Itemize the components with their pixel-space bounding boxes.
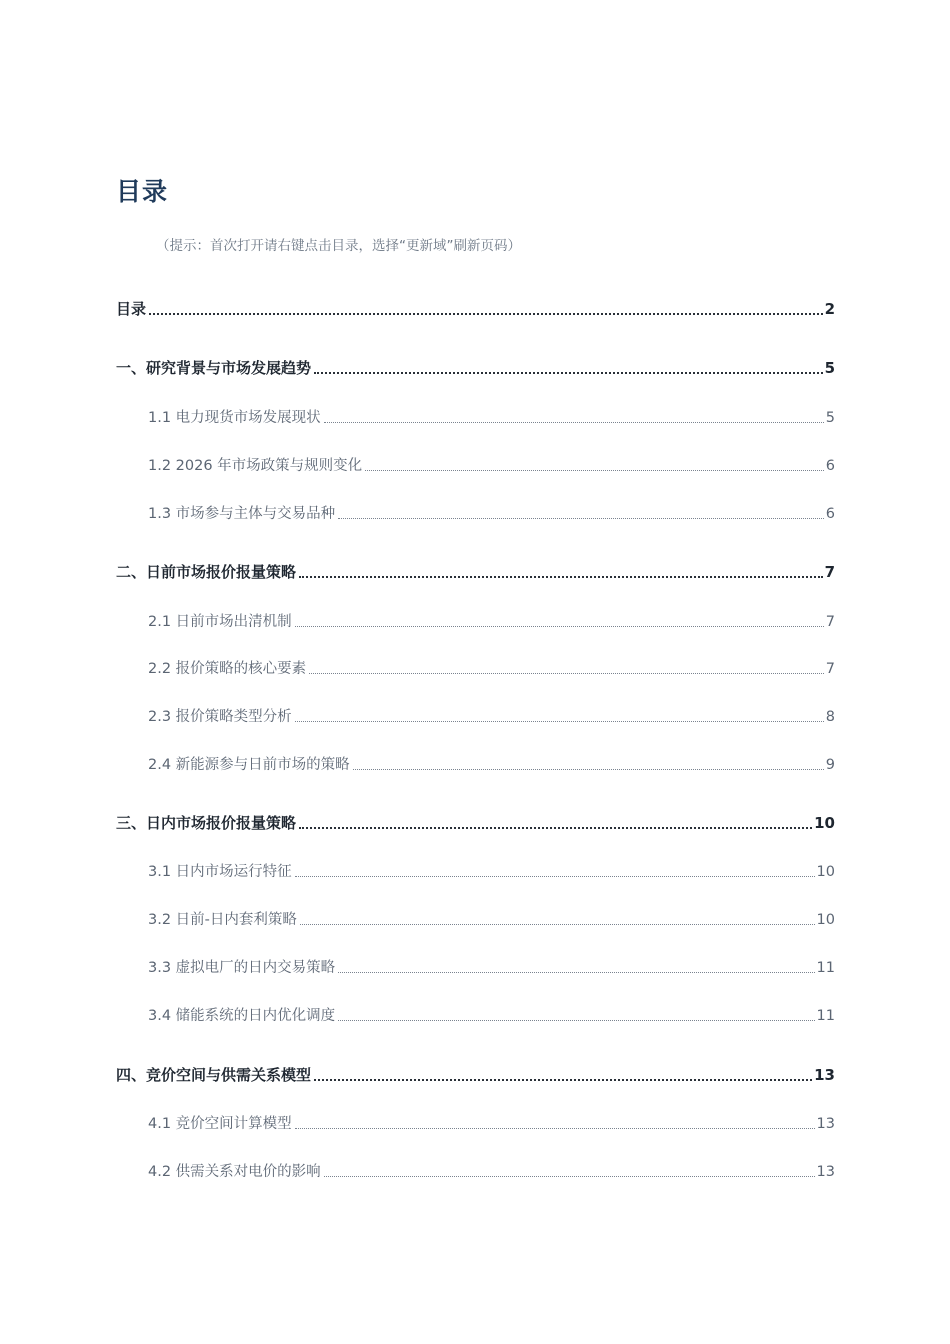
toc-entry-level2[interactable] [148, 956, 835, 977]
toc-entry-level1[interactable] [116, 298, 835, 319]
toc-update-hint: （提示：首次打开请右键点击目录，选择“更新域”刷新页码） [156, 238, 521, 254]
toc-entry-level2[interactable] [148, 753, 835, 774]
toc-entry-label: 3.1 日内市场运行特征 [148, 864, 292, 880]
toc-entry-level2[interactable] [148, 610, 835, 631]
toc-page-number: 5 [825, 410, 835, 426]
toc-page-number: 10 [816, 912, 835, 928]
toc-entry-label: 2.3 报价策略类型分析 [148, 709, 292, 725]
toc-entry-level2[interactable] [148, 860, 835, 881]
toc-entry-level1[interactable] [116, 1064, 835, 1085]
toc-dot-leader [149, 309, 823, 315]
toc-entry-label: 4.2 供需关系对电价的影响 [148, 1164, 321, 1180]
toc-entry-label: 四、竞价空间与供需关系模型 [116, 1066, 312, 1084]
toc-page-number: 13 [816, 1116, 835, 1132]
toc-entry-level2[interactable] [148, 657, 835, 678]
toc-entry-level2[interactable] [148, 705, 835, 726]
toc-page-number: 8 [825, 709, 835, 725]
toc-entry-label: 1.3 市场参与主体与交易品种 [148, 506, 336, 522]
toc-entry-level1[interactable] [116, 812, 835, 833]
toc-dot-leader [365, 466, 824, 471]
toc-dot-leader [295, 622, 824, 627]
toc-page-number: 7 [825, 661, 835, 677]
toc-heading: 目录 [116, 177, 169, 206]
toc-page-number: 9 [825, 757, 835, 773]
toc-entry-label: 1.1 电力现货市场发展现状 [148, 410, 321, 426]
toc-dot-leader [309, 669, 824, 674]
toc-entry-level1[interactable] [116, 357, 835, 378]
toc-dot-leader [338, 514, 824, 519]
toc-dot-leader [295, 717, 824, 722]
toc-entry-label: 三、日内市场报价报量策略 [116, 814, 297, 832]
toc-dot-leader [299, 823, 812, 829]
toc-entry-label: 目录 [116, 300, 147, 318]
toc-dot-leader [295, 1124, 815, 1129]
toc-page-number: 11 [816, 1008, 835, 1024]
toc-entry-label: 二、日前市场报价报量策略 [116, 563, 297, 581]
toc-entry-label: 3.3 虚拟电厂的日内交易策略 [148, 960, 336, 976]
toc-dot-leader [314, 368, 823, 374]
toc-dot-leader [324, 418, 824, 423]
toc-entry-level2[interactable] [148, 406, 835, 427]
toc-page-number: 11 [816, 960, 835, 976]
toc-page-number: 7 [825, 614, 835, 630]
toc-dot-leader [324, 1172, 815, 1177]
toc-page-number: 6 [825, 458, 835, 474]
toc-page-number: 5 [824, 359, 835, 377]
toc-entry-label: 4.1 竞价空间计算模型 [148, 1116, 292, 1132]
toc-entry-level2[interactable] [148, 908, 835, 929]
toc-entry-level1[interactable] [116, 561, 835, 582]
toc-entry-label: 3.4 储能系统的日内优化调度 [148, 1008, 336, 1024]
toc-entry-label: 一、研究背景与市场发展趋势 [116, 359, 312, 377]
toc-entry-level2[interactable] [148, 502, 835, 523]
toc-dot-leader [299, 572, 823, 578]
toc-page-number: 10 [816, 864, 835, 880]
toc-page-number: 7 [824, 563, 835, 581]
toc-entry-level2[interactable] [148, 1160, 835, 1181]
toc-entry-level2[interactable] [148, 1004, 835, 1025]
toc-entry-label: 2.4 新能源参与日前市场的策略 [148, 757, 350, 773]
toc-entry-level2[interactable] [148, 1112, 835, 1133]
toc-dot-leader [338, 968, 814, 973]
toc-dot-leader [338, 1016, 814, 1021]
toc-page-number: 13 [816, 1164, 835, 1180]
toc-page-number: 6 [825, 506, 835, 522]
toc-entry-label: 2.1 日前市场出清机制 [148, 614, 292, 630]
toc-dot-leader [295, 872, 815, 877]
toc-page-number: 13 [814, 1066, 835, 1084]
toc-page-number: 2 [824, 300, 835, 318]
toc-dot-leader [300, 920, 815, 925]
toc-entry-label: 2.2 报价策略的核心要素 [148, 661, 307, 677]
toc-entry-level2[interactable] [148, 454, 835, 475]
toc-entry-label: 1.2 2026 年市场政策与规则变化 [148, 458, 363, 474]
toc-dot-leader [314, 1075, 812, 1081]
toc-page-number: 10 [814, 814, 835, 832]
toc-entry-label: 3.2 日前-日内套利策略 [148, 912, 297, 928]
toc-dot-leader [353, 765, 824, 770]
